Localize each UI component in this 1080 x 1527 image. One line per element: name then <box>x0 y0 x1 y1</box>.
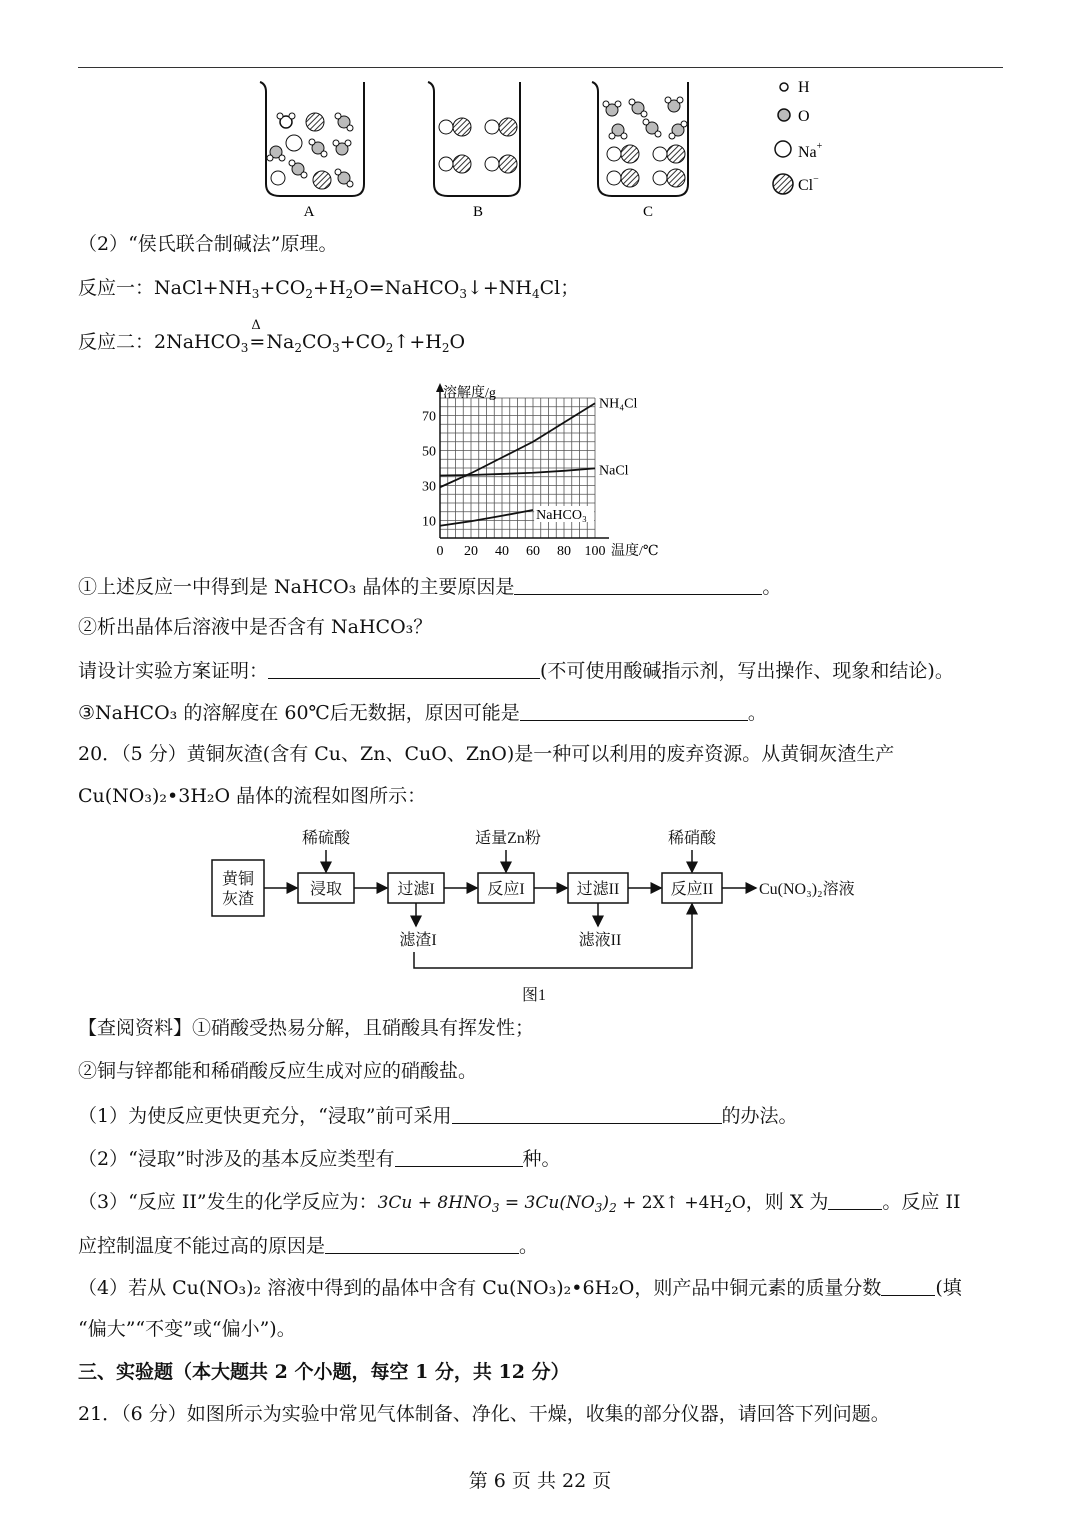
flow-step-filter2-label: 过滤II <box>576 881 620 898</box>
q2-item-2: ②析出晶体后溶液中是否含有 NaHCO₃？ <box>78 616 433 638</box>
series-label-nh4cl: NH₄Cl <box>599 396 638 412</box>
q20-sub-3-cont <box>78 1235 538 1256</box>
flow-caption: 图1 <box>521 987 547 1004</box>
legend-cl-charge: − <box>813 174 819 185</box>
answer-blank-8[interactable] <box>881 1277 935 1296</box>
header-rule <box>78 67 1003 68</box>
oxygen-symbol-icon <box>778 109 790 121</box>
reference-1: 【查阅资料】①硝酸受热易分解，且硝酸具有挥发性； <box>78 1017 535 1039</box>
beaker-b <box>428 82 520 196</box>
legend-na-charge: + <box>816 141 823 152</box>
section-3-heading: 三、实验题（本大题共 2 个小题，每空 1 分，共 12 分） <box>78 1361 570 1383</box>
answer-blank-3[interactable] <box>520 702 748 721</box>
answer-blank-5[interactable] <box>395 1148 523 1167</box>
beaker-a <box>260 82 364 196</box>
legend-cl: Cl <box>798 177 814 194</box>
x-tick-label: 20 <box>464 544 478 559</box>
y-tick-label: 70 <box>422 409 436 425</box>
flow-step-react1-label: 反应I <box>487 881 525 898</box>
answer-blank-6[interactable] <box>828 1191 882 1210</box>
q20-sub-3: （3）“反应 II”发生的化学反应为：$3Cu + 8HNO_3 = 3Cu(NO_3)_2$ + 2X↑ $+4H_2O$，则 X 为 。反应 II <box>78 1191 961 1215</box>
q20-sub-3-prefix: （3）“反应 II”发生的化学反应为： <box>78 1191 378 1213</box>
reference-2: ②铜与锌都能和稀硝酸反应生成对应的硝酸盐。 <box>78 1060 478 1082</box>
beaker-label-a: A <box>303 204 315 220</box>
flow-reagent-zn: 适量Zn粉 <box>475 830 541 847</box>
atom-legend <box>773 79 823 194</box>
flow-filtrate2: 滤液II <box>578 932 622 949</box>
process-flowchart <box>200 820 900 1010</box>
flow-reagent-hno3: 稀硝酸 <box>667 830 717 847</box>
reaction-one-equation: $NaCl+NH_3+CO_2+H_2O=NaHCO_3↓+NH_4Cl$； <box>154 277 580 301</box>
flow-start-line2: 灰渣 <box>221 891 255 908</box>
q2-item-3-suffix: (不可使用酸碱指示剂，写出操作、现象和结论)。 <box>540 660 954 682</box>
flow-step-leach-label: 浸取 <box>309 881 343 898</box>
q2-item-4-text: ③NaHCO₃ 的溶解度在 60℃后无数据，原因可能是 <box>78 702 520 724</box>
q2-item-4-end: 。 <box>747 702 767 724</box>
q20-sub-2 <box>78 1148 561 1169</box>
q20-sub-1 <box>78 1105 798 1126</box>
y-tick-label: 10 <box>422 514 436 530</box>
q20-sub-4-tail: (填 <box>935 1277 962 1299</box>
series-label-nahco3: NaHCO₃ <box>536 508 587 523</box>
legend-h: H <box>798 79 810 96</box>
x-axis-label: 温度/℃ <box>611 544 659 559</box>
legend-na: Na <box>798 144 817 161</box>
q20-line-1: 20．（5 分）黄铜灰渣(含有 Cu、Zn、CuO、ZnO)是一种可以利用的废弃资源。从黄铜灰渣生产 <box>78 743 895 765</box>
q20-sub-1-prefix: （1）为使反应更快更充分，“浸取”前可采用 <box>78 1105 452 1127</box>
reaction-one-label: 反应一： <box>78 277 155 299</box>
q2-item-3-prefix: 请设计实验方案证明： <box>78 660 269 682</box>
q2-item-4 <box>78 702 767 723</box>
svg-text:Na+ <box>798 141 823 161</box>
reaction-two-equation: 2NaHCO$_3$ Δ $=Na_2CO_3+CO_2↑+H_2O$ <box>154 318 466 355</box>
flow-recycle-line <box>414 904 692 968</box>
solubility-chart <box>400 378 680 563</box>
flow-start-line1: 黄铜 <box>221 871 255 888</box>
y-tick-label: 30 <box>422 479 436 495</box>
answer-blank-7[interactable] <box>325 1235 519 1254</box>
q20-sub-2-suffix: 种。 <box>522 1148 561 1170</box>
x-tick-label: 40 <box>495 544 509 559</box>
sodium-ion-icon <box>775 141 791 157</box>
q20-sub-2-prefix: （2）“浸取”时涉及的基本反应类型有 <box>78 1148 395 1170</box>
chloride-ion-icon <box>773 174 793 194</box>
q20-sub-3-mid: ，则 X 为 <box>745 1191 829 1213</box>
reaction-two <box>78 318 466 355</box>
beaker-label-c: C <box>642 204 654 220</box>
beaker-c <box>592 82 688 196</box>
flow-reagent-h2so4: 稀硫酸 <box>301 830 351 847</box>
beaker-label-b: B <box>472 204 484 220</box>
reaction-two-condition: Δ <box>251 318 261 333</box>
flow-step-react2-label: 反应II <box>670 881 714 898</box>
flow-step-filter1-label: 过滤I <box>397 881 435 898</box>
reaction-one <box>78 279 579 300</box>
page-footer: 第 6 页 共 22 页 <box>468 1470 612 1492</box>
y-axis-label: 溶解度/g <box>443 386 496 401</box>
series-label-nacl: NaCl <box>599 463 629 479</box>
answer-blank-2[interactable] <box>268 660 540 679</box>
x-tick-label: 80 <box>557 544 571 559</box>
q20-line-2: Cu(NO₃)₂•3H₂O 晶体的流程如图所示： <box>78 785 427 807</box>
q2-item-1 <box>78 576 781 597</box>
q2-item-3 <box>78 660 954 681</box>
q20-sub-3-cont-end: 。 <box>519 1235 539 1257</box>
reaction-ii-equation: $3Cu + 8HNO_3 = 3Cu(NO_3)_2$ <box>377 1193 617 1215</box>
q2-item-1-end: 。 <box>762 576 782 598</box>
beaker-diagram <box>250 70 850 225</box>
answer-blank-1[interactable] <box>514 576 762 595</box>
legend-o: O <box>798 108 810 125</box>
q20-sub-3-cont-text: 应控制温度不能过高的原因是 <box>78 1235 326 1257</box>
x-tick-label: 100 <box>584 544 606 559</box>
q2-heading: （2）“侯氏联合制碱法”原理。 <box>78 233 338 255</box>
svg-text:Cl− <box>798 174 819 194</box>
q20-sub-4-text: （4）若从 Cu(NO₃)₂ 溶液中得到的晶体中含有 Cu(NO₃)₂•6H₂O，则产品中铜元素的质量分数 <box>78 1277 882 1299</box>
y-tick-label: 50 <box>422 444 436 460</box>
reaction-two-label: 反应二： <box>78 331 155 353</box>
x-tick-label: 60 <box>526 544 540 559</box>
q20-sub-4 <box>78 1277 962 1298</box>
q2-item-1-text: ①上述反应一中得到是 NaHCO₃ 晶体的主要原因是 <box>78 576 515 598</box>
q20-sub-1-suffix: 的办法。 <box>721 1105 798 1127</box>
q20-sub-4-cont: “偏大”“不变”或“偏小”)。 <box>78 1318 296 1340</box>
hydrogen-symbol-icon <box>780 83 788 91</box>
q21-text: 21．（6 分）如图所示为实验中常见气体制备、净化、干燥，收集的部分仪器，请回答下列问题。 <box>78 1403 890 1425</box>
flow-residue1: 滤渣I <box>399 932 437 949</box>
answer-blank-4[interactable] <box>452 1105 722 1124</box>
q20-sub-3-tail: 。反应 II <box>882 1191 961 1213</box>
flow-product: Cu(NO₃)₂溶液 <box>759 881 855 898</box>
x-tick-label: 0 <box>436 544 444 559</box>
